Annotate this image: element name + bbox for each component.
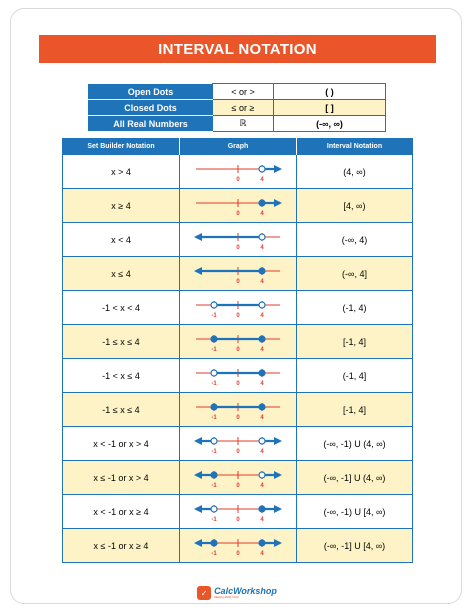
legend-row-closed (89, 100, 386, 116)
brand-name: CalcWorkshop (214, 586, 277, 596)
legend-row-open (89, 84, 386, 100)
arrow-left-icon (194, 471, 202, 479)
set-builder-cell: -1 < x < 4 (63, 291, 180, 325)
tick-label: 0 (236, 346, 240, 353)
tick-label: -1 (211, 550, 217, 557)
tick-label: 4 (260, 346, 264, 353)
table-row (63, 291, 413, 325)
closed-dot (211, 472, 217, 478)
legend-table (88, 83, 386, 132)
graph-cell (180, 359, 297, 393)
set-builder-cell: -1 ≤ x ≤ 4 (63, 393, 180, 427)
brand-logo (197, 586, 277, 600)
arrow-left-icon (194, 539, 202, 547)
graph-cell (180, 529, 297, 563)
legend-value: [ ] (274, 100, 386, 116)
closed-dot (211, 540, 217, 546)
table-row (63, 257, 413, 291)
brand-tagline: Making Math Click (214, 595, 239, 599)
table-row (63, 427, 413, 461)
number-line (192, 261, 284, 287)
graph-cell (180, 325, 297, 359)
number-line (192, 159, 284, 185)
tick-label: -1 (211, 448, 217, 455)
interval-cell: (-∞, -1] U [4, ∞) (297, 529, 413, 563)
interval-cell: [-1, 4] (297, 393, 413, 427)
number-line (192, 193, 284, 219)
open-dot (259, 166, 265, 172)
table-row (63, 359, 413, 393)
set-builder-cell: x ≥ 4 (63, 189, 180, 223)
number-line (192, 499, 284, 525)
interval-cell: (-∞, -1) U [4, ∞) (297, 495, 413, 529)
number-line (192, 397, 284, 423)
table-row (63, 495, 413, 529)
number-line (192, 295, 284, 321)
interval-cell: [-1, 4] (297, 325, 413, 359)
number-line (192, 465, 284, 491)
closed-dot (211, 404, 217, 410)
set-builder-cell: -1 < x ≤ 4 (63, 359, 180, 393)
tick-label: 0 (236, 414, 240, 421)
tick-label: 4 (260, 312, 264, 319)
arrow-right-icon (274, 471, 282, 479)
tick-label: 4 (260, 448, 264, 455)
closed-dot (259, 540, 265, 546)
tick-label: 0 (236, 210, 240, 217)
header-interval: Interval Notation (297, 138, 413, 155)
arrow-right-icon (274, 539, 282, 547)
tick-label: 4 (260, 176, 264, 183)
graph-cell (180, 461, 297, 495)
header-set-builder: Set Builder Notation (63, 138, 180, 155)
interval-cell: (-∞, -1) U (4, ∞) (297, 427, 413, 461)
interval-cell: (4, ∞) (297, 155, 413, 189)
tick-label: 4 (260, 278, 264, 285)
tick-label: 4 (260, 550, 264, 557)
interval-table (62, 138, 413, 563)
interval-cell: (-∞, -1] U (4, ∞) (297, 461, 413, 495)
tick-label: 4 (260, 210, 264, 217)
number-line (192, 329, 284, 355)
tick-label: 4 (260, 482, 264, 489)
legend-value: (-∞, ∞) (274, 116, 386, 132)
table-header-row (63, 138, 413, 155)
closed-dot (259, 200, 265, 206)
number-line (192, 431, 284, 457)
open-dot (259, 472, 265, 478)
footer (0, 580, 474, 606)
tick-label: 0 (236, 176, 240, 183)
set-builder-cell: x < -1 or x > 4 (63, 427, 180, 461)
tick-label: -1 (211, 516, 217, 523)
graph-cell (180, 495, 297, 529)
legend-label: Closed Dots (89, 100, 213, 116)
arrow-left-icon (194, 437, 202, 445)
tick-label: 0 (236, 448, 240, 455)
table-row (63, 155, 413, 189)
tick-label: 0 (236, 516, 240, 523)
graph-cell (180, 257, 297, 291)
interval-cell: (-1, 4) (297, 291, 413, 325)
arrow-right-icon (274, 199, 282, 207)
closed-dot (259, 268, 265, 274)
tick-label: 0 (236, 482, 240, 489)
interval-cell: (-∞, 4) (297, 223, 413, 257)
closed-dot (259, 404, 265, 410)
tick-label: -1 (211, 380, 217, 387)
number-line (192, 227, 284, 253)
arrow-left-icon (194, 233, 202, 241)
tick-label: 0 (236, 244, 240, 251)
open-dot (211, 302, 217, 308)
set-builder-cell: -1 ≤ x ≤ 4 (63, 325, 180, 359)
open-dot (211, 438, 217, 444)
arrow-left-icon (194, 267, 202, 275)
closed-dot (259, 336, 265, 342)
tick-label: 4 (260, 414, 264, 421)
legend-symbol: ≤ or ≥ (213, 100, 274, 116)
set-builder-cell: x < -1 or x ≥ 4 (63, 495, 180, 529)
open-dot (259, 438, 265, 444)
arrow-right-icon (274, 165, 282, 173)
calculator-icon: ✓ (197, 586, 211, 600)
set-builder-cell: x ≤ -1 or x > 4 (63, 461, 180, 495)
interval-cell: (-1, 4] (297, 359, 413, 393)
tick-label: 4 (260, 516, 264, 523)
set-builder-cell: x < 4 (63, 223, 180, 257)
graph-cell (180, 223, 297, 257)
interval-cell: [4, ∞) (297, 189, 413, 223)
header-graph: Graph (180, 138, 297, 155)
graph-cell (180, 155, 297, 189)
open-dot (259, 234, 265, 240)
graph-cell (180, 393, 297, 427)
table-row (63, 325, 413, 359)
closed-dot (259, 370, 265, 376)
page-title: INTERVAL NOTATION (39, 35, 436, 63)
arrow-left-icon (194, 505, 202, 513)
graph-cell (180, 189, 297, 223)
tick-label: -1 (211, 346, 217, 353)
tick-label: 0 (236, 550, 240, 557)
set-builder-cell: x > 4 (63, 155, 180, 189)
legend-symbol: ℝ (213, 116, 274, 132)
legend-label: All Real Numbers (89, 116, 213, 132)
arrow-right-icon (274, 437, 282, 445)
legend-value: ( ) (274, 84, 386, 100)
table-row (63, 189, 413, 223)
number-line (192, 363, 284, 389)
arrow-right-icon (274, 505, 282, 513)
closed-dot (259, 506, 265, 512)
tick-label: 0 (236, 278, 240, 285)
table-row (63, 393, 413, 427)
tick-label: 0 (236, 312, 240, 319)
closed-dot (211, 336, 217, 342)
open-dot (259, 302, 265, 308)
tick-label: -1 (211, 482, 217, 489)
table-row (63, 223, 413, 257)
table-row (63, 461, 413, 495)
legend-label: Open Dots (89, 84, 213, 100)
open-dot (211, 506, 217, 512)
set-builder-cell: x ≤ 4 (63, 257, 180, 291)
open-dot (211, 370, 217, 376)
tick-label: -1 (211, 414, 217, 421)
graph-cell (180, 427, 297, 461)
tick-label: 0 (236, 380, 240, 387)
table-row (63, 529, 413, 563)
set-builder-cell: x ≤ -1 or x ≥ 4 (63, 529, 180, 563)
graph-cell (180, 291, 297, 325)
legend-row-real (89, 116, 386, 132)
number-line (192, 533, 284, 559)
tick-label: 4 (260, 244, 264, 251)
interval-cell: (-∞, 4] (297, 257, 413, 291)
tick-label: 4 (260, 380, 264, 387)
tick-label: -1 (211, 312, 217, 319)
legend-symbol: < or > (213, 84, 274, 100)
